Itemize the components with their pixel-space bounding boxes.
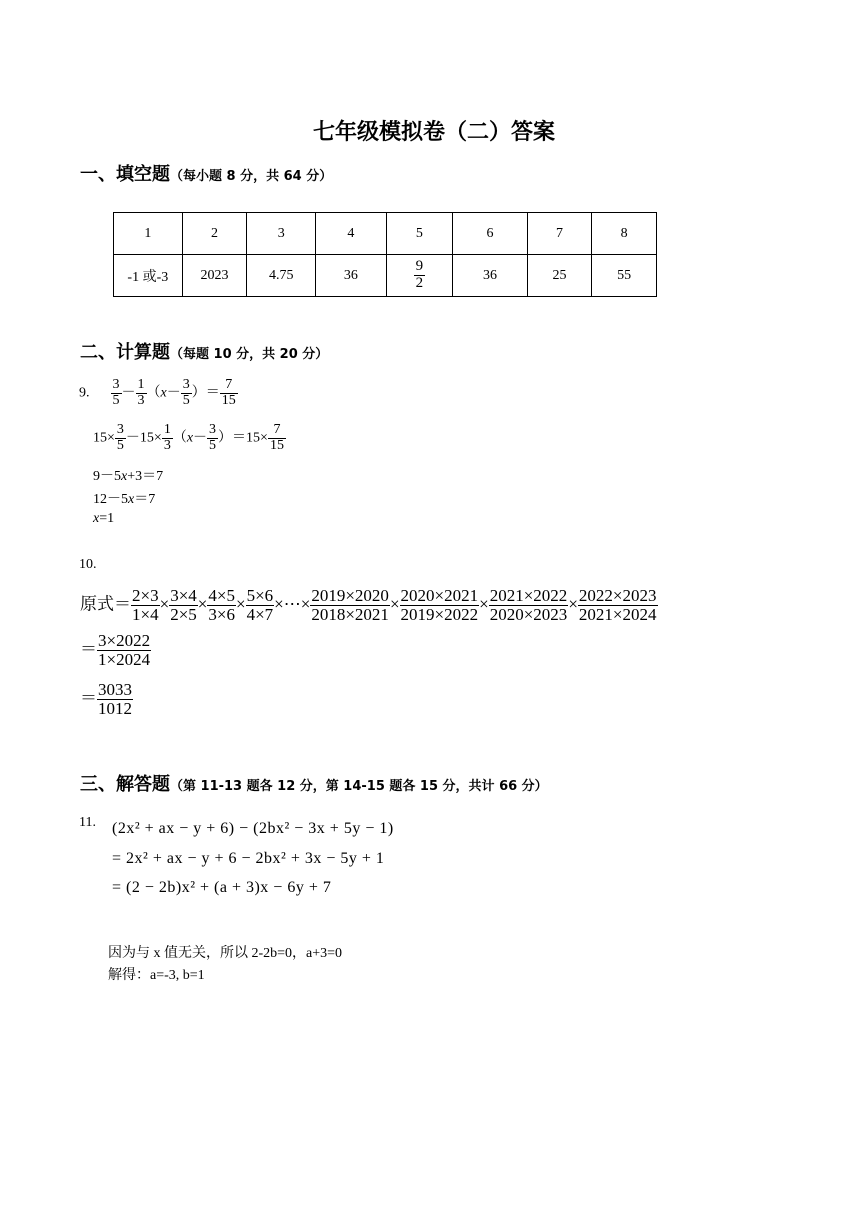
q9-step-1 [93, 423, 286, 453]
section-note: （第 11-13 题各 12 分，第 14-15 题各 15 分，共计 66 分） [170, 779, 548, 794]
fraction-numerator: 4×5 [208, 586, 235, 605]
q10-product-expression [80, 587, 658, 624]
q11-reason: 因为与 x 值无关，所以 2-2b=0，a+3=0 [108, 946, 343, 961]
fraction-numerator: 3×4 [170, 586, 197, 605]
table-header-cell: 5 [386, 213, 453, 255]
fraction-denominator: 5 [112, 392, 120, 408]
fraction-numerator: 2019×2020 [311, 586, 389, 605]
table-header-cell: 1 [114, 213, 183, 255]
operator: － [166, 385, 181, 401]
expression-text: =1 [99, 511, 115, 526]
expression-text: 12－5 [93, 492, 128, 507]
fraction-denominator: 1×2024 [98, 649, 151, 669]
operator: ＝ [80, 639, 97, 659]
table-header-cell: 7 [527, 213, 592, 255]
section-heading-fill-blank [80, 160, 332, 186]
fraction-denominator: 15 [269, 437, 284, 453]
q9-equation [79, 378, 238, 408]
paren: ） [191, 385, 206, 401]
fraction-denominator: 3 [137, 392, 145, 408]
fraction-numerator: 1 [137, 377, 145, 392]
table-header-cell: 3 [247, 213, 316, 255]
fraction-denominator: 2×5 [170, 604, 197, 624]
table-header-cell: 4 [316, 213, 387, 255]
fraction-denominator: 2 [415, 275, 424, 291]
fraction-denominator: 5 [116, 437, 124, 453]
section-note: （每小题 8 分，共 64 分） [170, 169, 333, 184]
fraction-denominator: 3 [163, 437, 171, 453]
question-number: 11. [79, 815, 96, 830]
fraction-numerator: 2022×2023 [578, 586, 657, 605]
expression-text: 15× [93, 430, 115, 446]
q11-expression-line-3: = (2 − 2b)x² + (a + 3)x − 6y + 7 [112, 879, 332, 896]
section-note: （每题 10 分，共 20 分） [170, 347, 329, 362]
variable: x [160, 385, 167, 401]
question-number: 10. [79, 557, 97, 572]
table-answer-cell-fraction [386, 255, 453, 297]
fraction-numerator: 2020×2021 [400, 586, 479, 605]
fraction-denominator: 2019×2022 [400, 604, 479, 624]
expression-text: 9－5 [93, 469, 121, 484]
operator: ×⋯× [274, 594, 311, 614]
fraction-denominator: 4×7 [246, 604, 274, 624]
fraction-denominator: 5 [209, 437, 217, 453]
section-title: 一、填空题 [80, 164, 170, 185]
fraction-numerator: 3 [116, 422, 124, 437]
answer-table [113, 212, 657, 297]
paren: （ [172, 430, 187, 446]
operator: － [121, 385, 136, 401]
fraction-numerator: 9 [415, 258, 424, 275]
variable: x [93, 511, 100, 526]
section-heading-solutions [80, 770, 548, 796]
fraction-numerator: 3 [209, 422, 217, 437]
page-title: 七年级模拟卷（二）答案 [312, 120, 555, 145]
operator: × [568, 594, 578, 614]
fraction-numerator: 1 [163, 422, 171, 437]
operator: － [193, 430, 208, 446]
expression-text: ）＝15× [218, 430, 268, 446]
table-answer-cell: 4.75 [247, 255, 316, 297]
table-answer-cell: -1 或-3 [114, 255, 183, 297]
question-number: 9. [79, 385, 90, 401]
fraction-numerator: 3 [182, 377, 190, 392]
table-answer-row [114, 255, 657, 297]
table-answer-cell: 36 [316, 255, 387, 297]
table-header-cell: 8 [592, 213, 657, 255]
fraction-numerator: 2021×2022 [489, 586, 568, 605]
section-heading-calculation [80, 338, 328, 364]
q9-step-2 [93, 465, 163, 485]
table-answer-cell: 55 [592, 255, 657, 297]
fraction-numerator: 3 [112, 377, 120, 392]
operator: ＝ [205, 385, 220, 401]
expression-text: －15× [125, 430, 162, 446]
q9-result [93, 511, 114, 527]
table-answer-cell: 25 [527, 255, 592, 297]
expression-text: ＝7 [134, 492, 156, 507]
operator: × [159, 594, 170, 614]
operator: ＝ [80, 688, 97, 708]
operator: × [197, 594, 208, 614]
fraction-numerator: 2×3 [132, 586, 159, 605]
fraction-numerator: 7 [220, 378, 238, 394]
table-header-cell: 6 [453, 213, 528, 255]
fraction-numerator: 5×6 [246, 586, 274, 605]
expression-text: +3＝7 [127, 469, 164, 484]
table-answer-cell: 2023 [182, 255, 247, 297]
fraction-denominator: 1012 [98, 698, 132, 718]
q11-solution: 解得：a=-3, b=1 [108, 968, 205, 983]
operator: × [389, 594, 400, 614]
variable: x [128, 492, 135, 507]
section-title: 二、计算题 [80, 342, 170, 363]
table-answer-cell: 36 [453, 255, 528, 297]
expression-text: 原式＝ [80, 594, 131, 614]
variable: x [186, 430, 194, 446]
fraction-denominator: 2021×2024 [578, 604, 657, 624]
fraction-numerator: 3×2022 [98, 631, 151, 650]
operator: × [235, 594, 246, 614]
variable: x [121, 469, 128, 484]
fraction-denominator: 5 [182, 392, 190, 408]
fraction-denominator: 2018×2021 [311, 604, 389, 624]
fraction-numerator: 3033 [98, 680, 132, 699]
q11-expression-line-1: (2x² + ax − y + 6) − (2bx² − 3x + 5y − 1) [112, 820, 394, 837]
table-header-cell: 2 [182, 213, 247, 255]
fraction-denominator: 3×6 [208, 604, 235, 624]
paren: （ [146, 385, 161, 401]
operator: × [479, 594, 489, 614]
q9-step-3 [93, 488, 155, 508]
fraction-numerator: 7 [268, 423, 286, 439]
fraction-denominator: 2020×2023 [489, 604, 568, 624]
fraction-denominator: 1×4 [132, 604, 159, 624]
section-title: 三、解答题 [80, 774, 170, 795]
table-header-row [114, 213, 657, 255]
q10-step-2 [80, 632, 151, 669]
q11-expression-line-2: = 2x² + ax − y + 6 − 2bx² + 3x − 5y + 1 [112, 850, 385, 867]
fraction-denominator: 15 [221, 392, 236, 408]
q10-result [80, 681, 133, 718]
